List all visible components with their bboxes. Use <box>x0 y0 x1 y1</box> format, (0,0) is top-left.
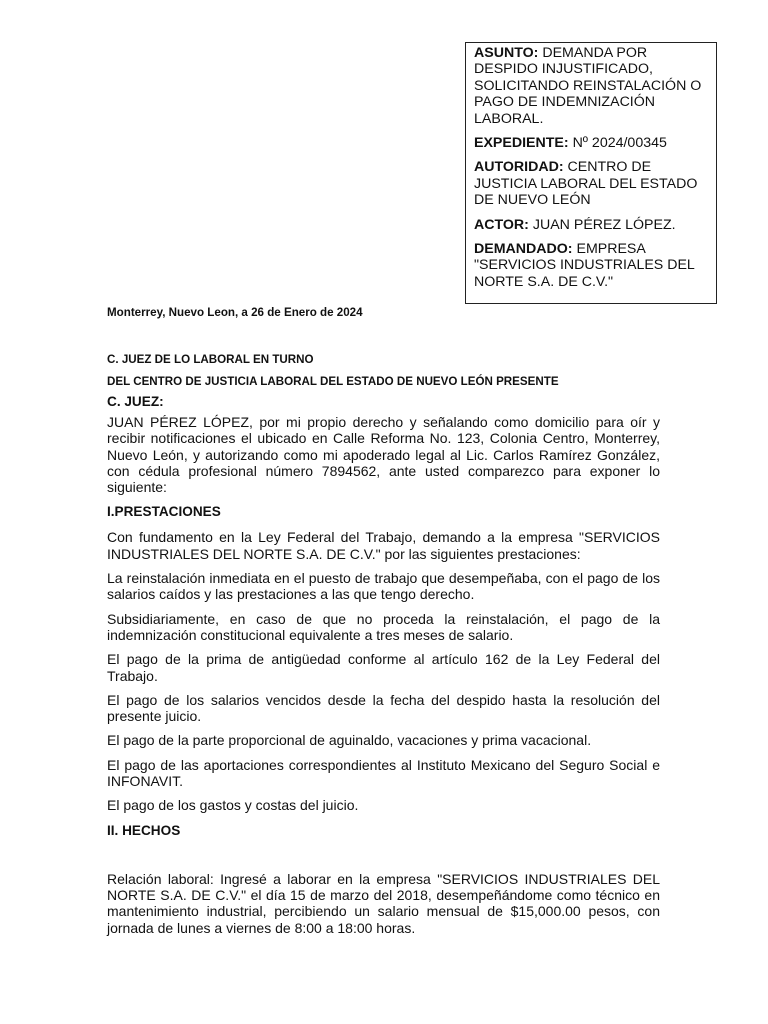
case-summary-box <box>465 42 717 304</box>
prestacion-item: El pago de la parte proporcional de aguinaldo, vacaciones y prima vacacional. <box>107 732 592 749</box>
prestacion-item: El pago de las aportaciones correspondientes al Instituto Mexicano del Seguro Social e INFONAVIT. <box>107 756 660 790</box>
prestaciones-intro: Con fundamento en la Ley Federal del Trabajo, demando a la empresa "SERVICIOS INDUSTRIALES DEL NORTE S.A. DE C.V." por las siguientes prestaciones: <box>107 529 660 562</box>
salutation: C. JUEZ: <box>107 394 164 409</box>
asunto-text: DEMANDA POR DESPIDO INJUSTIFICADO, SOLICITANDO REINSTALACIÓN O PAGO DE INDEMNIZACIÓN LABORAL. <box>474 45 702 127</box>
autoridad-line <box>474 159 708 208</box>
prestacion-item: El pago de los salarios vencidos desde la fecha del despido hasta la resolución del presente juicio. <box>107 691 660 725</box>
hechos-heading: II. HECHOS <box>107 822 181 838</box>
actor-label: ACTOR: <box>474 216 529 233</box>
demandado-label: DEMANDADO: <box>474 241 573 258</box>
prestaciones-heading: I.PRESTACIONES <box>107 504 221 520</box>
expediente-text: Nº 2024/00345 <box>572 135 667 152</box>
place-date: Monterrey, Nuevo Leon, a 26 de Enero de 2024 <box>107 306 363 319</box>
autoridad-text: CENTRO DE JUSTICIA LABORAL DEL ESTADO DE NUEVO LEÓN <box>474 159 698 209</box>
document-body <box>107 300 660 944</box>
actor-text: JUAN PÉREZ LÓPEZ. <box>532 216 676 233</box>
prestacion-item: El pago de la prima de antigüedad conforme al artículo 162 de la Ley Federal del Trabajo. <box>107 651 660 684</box>
prestacion-item: La reinstalación inmediata en el puesto de trabajo que desempeñaba, con el pago de los salarios caídos y las prestaciones a las que tengo derecho. <box>107 570 660 603</box>
expediente-label: EXPEDIENTE: <box>474 135 569 152</box>
prestacion-item: El pago de los gastos y costas del juicio. <box>107 797 359 814</box>
prestacion-item: Subsidiariamente, en caso de que no proceda la reinstalación, el pago de la indemnización constitucional equivalente a tres meses de salario. <box>107 610 660 643</box>
hechos-paragraph: Relación laboral: Ingresé a laborar en la empresa "SERVICIOS INDUSTRIALES DEL NORTE S.A. DE C.V." el día 15 de marzo del 2018, desempeñándome como técnico en mantenimiento industrial, percibiendo un salario mensual de $15,000.00 pesos, con jornada de lunes a viernes de 8:00 a 18:00 horas. <box>107 870 660 936</box>
addressee-line-1: C. JUEZ DE LO LABORAL EN TURNO <box>107 353 314 366</box>
asunto-label: ASUNTO: <box>474 45 539 61</box>
addressee-line-2: DEL CENTRO DE JUSTICIA LABORAL DEL ESTADO DE NUEVO LEÓN PRESENTE <box>107 375 559 388</box>
expediente-line <box>474 135 708 151</box>
autoridad-label: AUTORIDAD: <box>474 159 564 176</box>
actor-line <box>474 217 708 233</box>
demandado-text: EMPRESA "SERVICIOS INDUSTRIALES DEL NORTE S.A. DE C.V." <box>474 241 695 290</box>
addressee-block <box>107 349 660 393</box>
intro-paragraph: JUAN PÉREZ LÓPEZ, por mi propio derecho y señalando como domicilio para oír y recibir notificaciones el ubicado en Calle Reforma No. 123, Colonia Centro, Monterrey, Nuevo León, y autorizando como mi apoderado legal al Lic. Carlos Ramírez González, con cédula profesional número 7894562, ante usted comparezco para exponer lo siguiente: <box>107 414 660 496</box>
asunto-line <box>474 45 708 127</box>
demandado-line <box>474 241 708 290</box>
